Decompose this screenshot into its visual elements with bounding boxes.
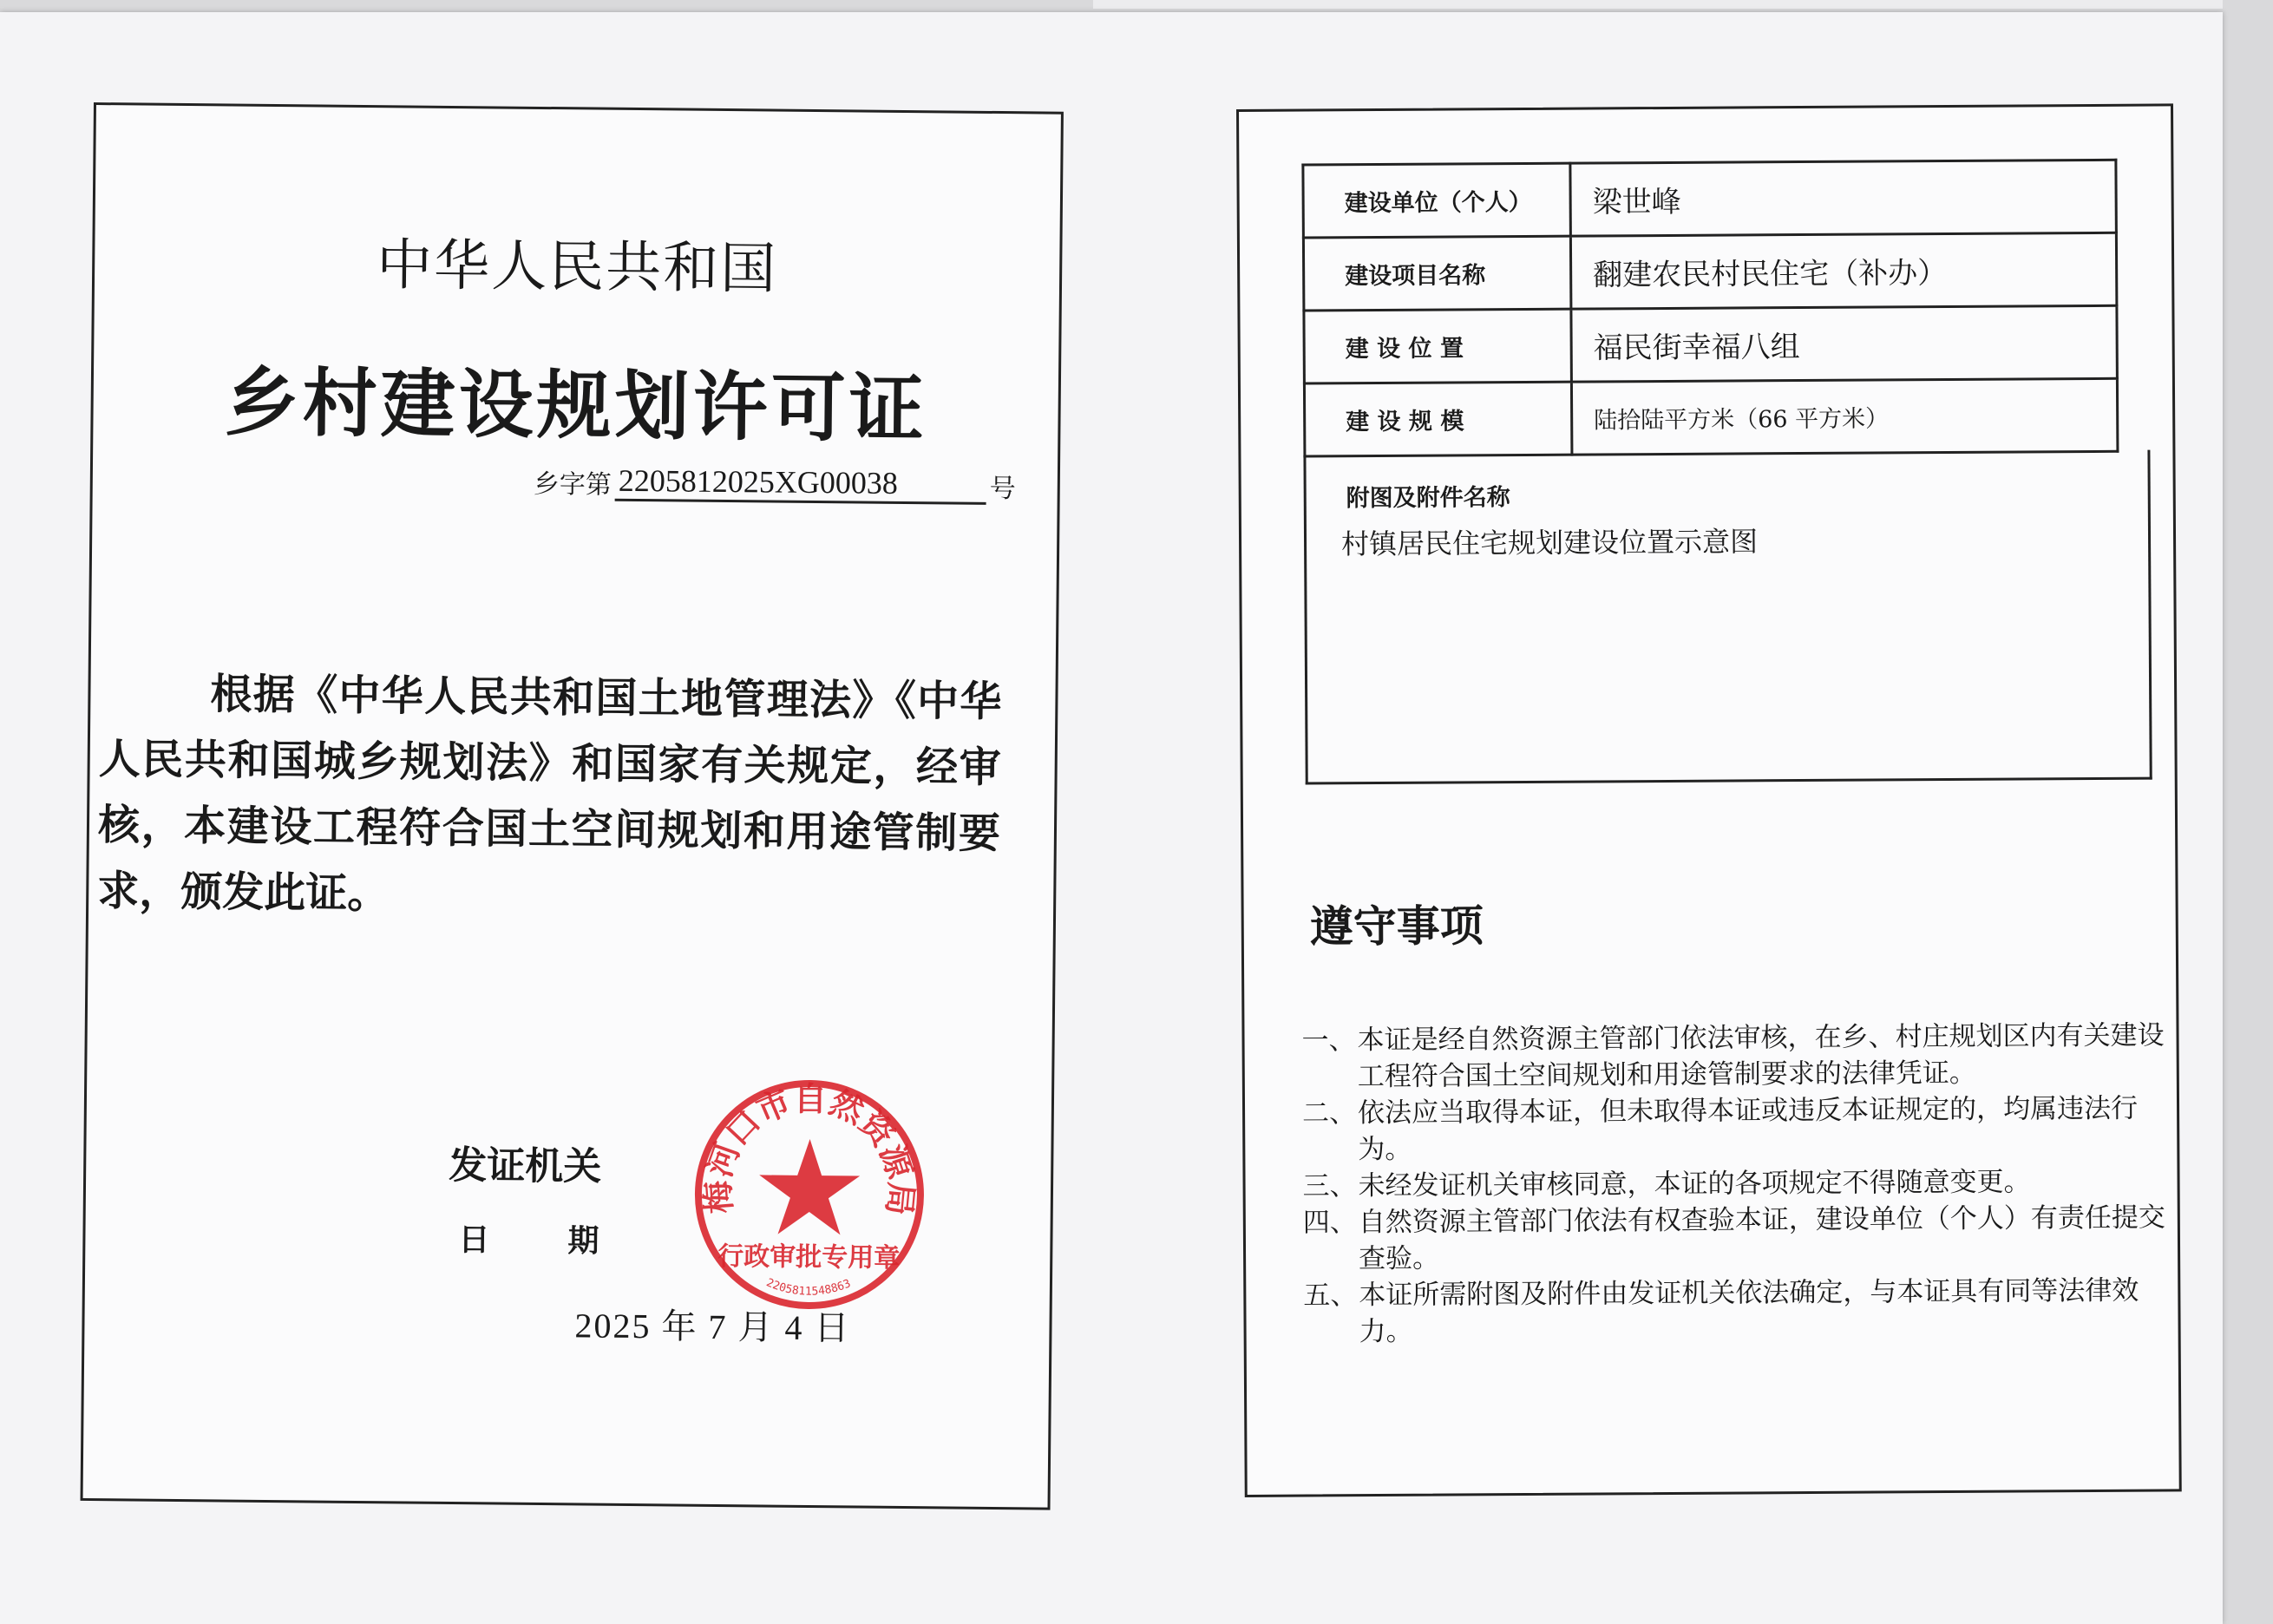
- certificate-sheet: [0, 12, 2223, 1624]
- rule-number: 二、: [1301, 1097, 1357, 1130]
- list-item: [1301, 1017, 2169, 1095]
- rule-text: 自然资源主管部门依法有权查验本证，建设单位（个人）有责任提交查验。: [1358, 1202, 2165, 1275]
- certificate-title: 乡村建设规划许可证: [224, 359, 928, 454]
- rule-text: 未经发证机关审核同意，本证的各项规定不得随意变更。: [1358, 1166, 2031, 1202]
- certificate-front-page: [81, 102, 1064, 1510]
- list-item: [1302, 1162, 2170, 1204]
- issue-date: 2025 年 7 月 4 日: [574, 1306, 851, 1348]
- svg-text:2205811548863: [764, 1276, 853, 1299]
- project-name-value: 翻建农民村民住宅（补办）: [1570, 232, 2117, 309]
- rule-number: 五、: [1303, 1280, 1358, 1312]
- attachment-label: 附图及附件名称: [1346, 484, 1510, 513]
- scale-label: 建 设 规 模: [1304, 382, 1572, 456]
- attachment-value: 村镇居民住宅规划建设位置示意图: [1340, 525, 1759, 561]
- attachment-box: [1303, 450, 2152, 785]
- rule-number: 三、: [1302, 1170, 1357, 1202]
- location-value: 福民街幸福八组: [1571, 305, 2118, 382]
- rules-list: [1301, 1017, 2171, 1350]
- seal-top-text: 梅河口市自然资源局: [698, 1079, 921, 1217]
- rules-title: 遵守事项: [1309, 900, 1484, 953]
- table-row: [1304, 305, 2117, 383]
- official-seal-icon: [691, 1076, 929, 1314]
- seal-bottom-text: 行政审批专用章: [717, 1241, 901, 1274]
- list-item: [1303, 1199, 2171, 1277]
- certificate-number: 2205812025XG00038: [615, 462, 986, 505]
- table-row: [1303, 232, 2116, 311]
- certificate-body-text: 根据《中华人民共和国土地管理法》《中华人民共和国城乡规划法》和国家有关规定，经审核，本建设工程符合国土空间规划和用途管制要求，颁发此证。: [97, 670, 1002, 919]
- list-item: [1303, 1272, 2171, 1350]
- rule-number: 一、: [1301, 1025, 1356, 1057]
- rule-text: 依法应当取得本证，但未取得本证或违反本证规定的，均属违法行为。: [1357, 1092, 2139, 1166]
- number-suffix: 号: [989, 473, 1016, 505]
- table-row: [1304, 378, 2117, 456]
- page-top-edge: [1093, 0, 2223, 9]
- scale-value: 陆拾陆平方米（66 平方米）: [1571, 378, 2118, 455]
- certificate-number-line: [534, 462, 1016, 505]
- number-prefix: 乡字第: [533, 468, 612, 501]
- location-label: 建 设 位 置: [1304, 309, 1572, 383]
- date-label: 日期: [458, 1222, 678, 1261]
- country-name: 中华人民共和国: [376, 233, 778, 302]
- issuer-label: 发证机关: [449, 1143, 602, 1189]
- builder-label: 建设单位（个人）: [1303, 163, 1571, 238]
- rule-text: 本证所需附图及附件由发证机关依法确定，与本证具有同等法律效力。: [1359, 1274, 2139, 1348]
- project-name-label: 建设项目名称: [1303, 236, 1571, 311]
- construction-details-table: [1301, 159, 2119, 458]
- seal-code: 2205811548863: [763, 1276, 853, 1299]
- rule-text: 本证是经自然资源主管部门依法审核，在乡、村庄规划区内有关建设工程符合国土空间规划和用途管制要求的法律凭证。: [1357, 1019, 2165, 1093]
- list-item: [1302, 1090, 2170, 1168]
- rule-number: 四、: [1302, 1207, 1357, 1239]
- builder-value: 梁世峰: [1570, 160, 2117, 236]
- certificate-back-page: [1236, 103, 2182, 1497]
- table-row: [1303, 160, 2116, 238]
